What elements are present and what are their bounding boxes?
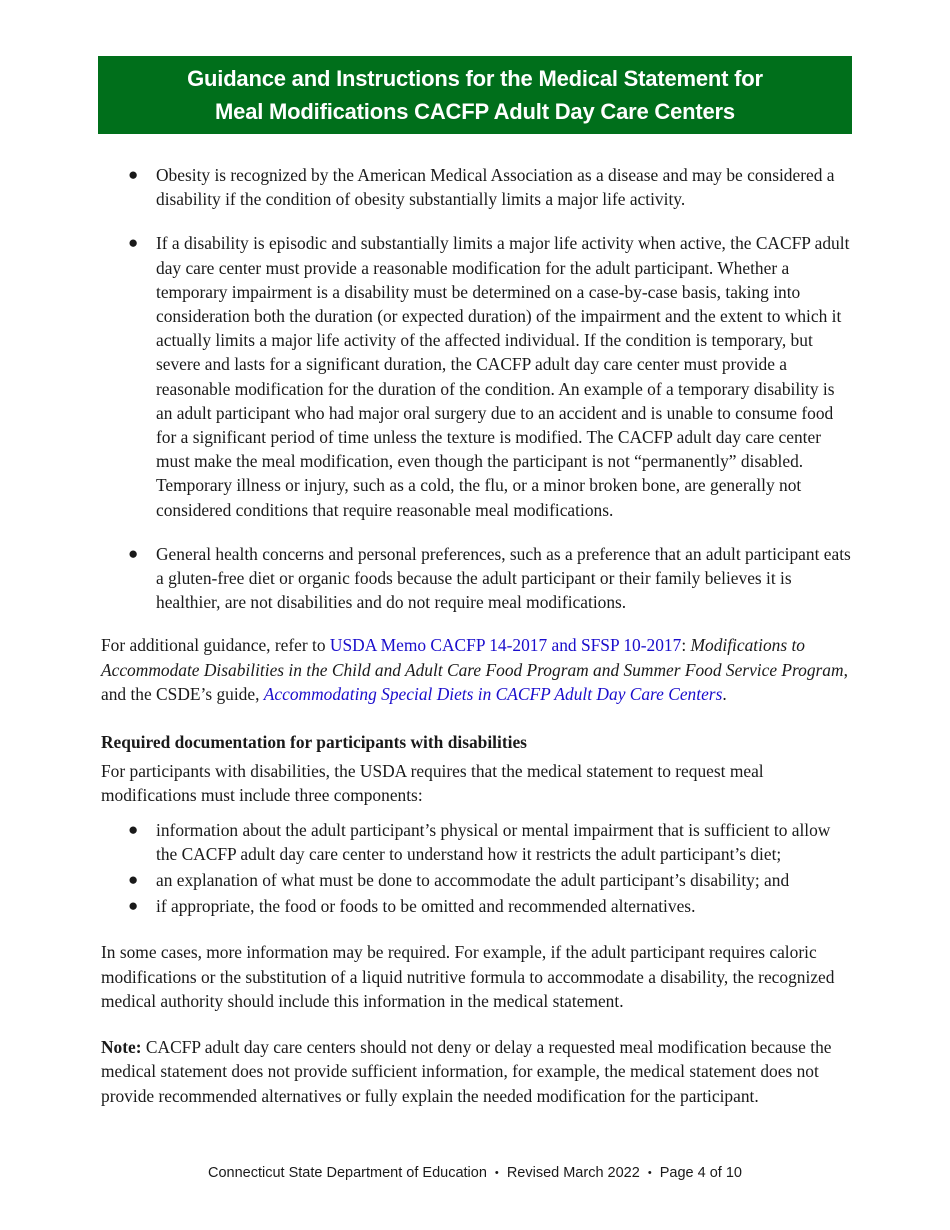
bullet-icon: ● [128,870,139,890]
list-item-text: If a disability is episodic and substantially limits a major life activity when active, the CACFP adult day care center must provide a reasonable modification for the adult participant. Whether a temporary impairment is a disability must be determined on a case-by-case basis, taking into consideration both the duration (or expected duration) of the impairment and the extent to which it actually limits a major life activity of the affected individual. If the condition is temporary, but severe and lasts for a significant duration, the CACFP adult day care center must provide a reasonable modification for the duration of the condition. An example of a temporary disability is an adult participant who had major oral surgery due to an accident and is unable to consume food for a significant period of time unless the texture is modified. The CACFP adult day care center must make the meal modification, even though the participant is not “permanently” disabled. Temporary illness or injury, such as a cold, the flu, or a minor broken bone, are generally not considered conditions that require reasonable meal modifications. [156,233,850,520]
page-header-banner [98,56,852,134]
additional-guidance-paragraph: For additional guidance, refer to USDA Memo CACFP 14-2017 and SFSP 10-2017: Modifications to Accommodate Disabilities in the Child and Adult Care Food Program and Summer Food Service Program, and the CSDE’s guide, Accommodating Special Diets in CACFP Adult Day Care Centers. [101,635,848,704]
note-text: CACFP adult day care centers should not deny or delay a requested meal modification because the medical statement does not provide sufficient information, for example, the medical statement does not provide recommended alternatives or fully explain the needed modification for the participant. [101,1037,832,1106]
footer-revised: Revised March 2022 [506,1165,640,1181]
list-item [101,894,853,918]
header-title-line-1: Guidance and Instructions for the Medical Statement for [187,66,763,91]
list-item-text: if appropriate, the food or foods to be omitted and recommended alternatives. [156,896,696,917]
footer-page-number: Page 4 of 10 [659,1165,742,1181]
documentation-intro: For participants with disabilities, the USDA requires that the medical statement to request meal modifications must include three components: [101,761,764,806]
bullet-icon: ● [128,819,139,839]
list-item-text: General health concerns and personal preferences, such as a preference that an adult participant eats a gluten-free diet or organic foods because the adult participant or their family believes it is healthier, are not disabilities and do not require meal modifications. [156,543,851,613]
list-item [101,542,853,615]
bullet-icon: ● [128,233,139,253]
bullet-icon: ● [128,896,139,916]
list-item [101,163,853,211]
document-body [101,163,853,1108]
footer-org: Connecticut State Department of Education [208,1165,487,1181]
footer-separator: • [647,1167,652,1179]
header-title-line-2: Meal Modifications CACFP Adult Day Care Centers [215,99,735,124]
disability-considerations-list [101,163,853,614]
footer-separator: • [494,1167,499,1179]
list-item [101,818,853,866]
list-item-text: Obesity is recognized by the American Medical Association as a disease and may be considered a disability if the condition of obesity substantially limits a major life activity. [156,165,835,210]
usda-memo-link[interactable]: USDA Memo CACFP 14-2017 and SFSP 10-2017 [329,635,682,656]
page-footer [0,1165,950,1181]
list-item-text: an explanation of what must be done to accommodate the adult participant’s disability; and [156,870,790,891]
required-components-list [101,818,853,919]
section-heading: Required documentation for participants with disabilities [101,732,527,753]
list-item-text: information about the adult participant’s physical or mental impairment that is sufficient to allow the CACFP adult day care center to understand how it restricts the adult participant’s diet; [156,819,831,864]
note-label: Note: [101,1037,142,1058]
bullet-icon: ● [128,543,139,563]
memo-title: Modifications to Accommodate Disabilities in the Child and Adult Care Food Program and Summer Food Service Program [101,635,844,680]
list-item [101,231,853,521]
note-paragraph [101,1035,853,1108]
bullet-icon: ● [128,165,139,184]
more-info-paragraph: In some cases, more information may be required. For example, if the adult participant requires caloric modifications or the substitution of a liquid nutritive formula to accommodate a disability, the recognized medical authority should include this information in the medical statement. [101,942,835,1011]
list-item [101,868,853,892]
csde-guide-link[interactable]: Accommodating Special Diets in CACFP Adult Day Care Centers [263,683,723,704]
